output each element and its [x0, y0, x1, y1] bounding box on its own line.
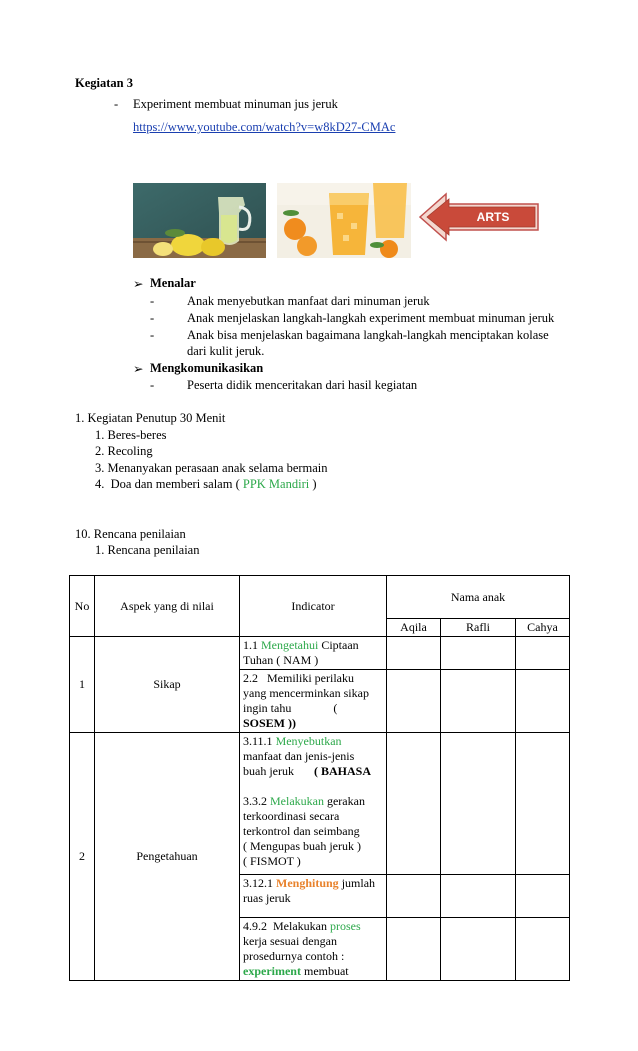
row-aspek: Sikap — [95, 637, 240, 733]
name-aqila: Aqila — [387, 619, 441, 637]
experiment-dash: - — [114, 97, 119, 111]
indicator-line — [243, 876, 383, 891]
name-rafli: Rafli — [441, 619, 516, 637]
name-cahya: Cahya — [516, 619, 570, 637]
dash: - — [150, 328, 155, 342]
indicator-cell — [240, 918, 387, 981]
menalar-item: Anak bisa menjelaskan bagaimana langkah-langkah menciptakan kolase — [187, 328, 549, 342]
indicator-text: Ciptaan — [318, 638, 359, 652]
score-cell[interactable] — [387, 637, 441, 670]
indicator-line: kerja sesuai dengan — [243, 934, 337, 948]
penutup-title: 1. Kegiatan Penutup 30 Menit — [75, 411, 226, 425]
arts-arrow — [418, 192, 540, 242]
indicator-line: ( FISMOT ) — [243, 854, 301, 868]
penutup-item: 2. Recoling — [95, 444, 153, 458]
orange-juice-glasses-image — [277, 183, 411, 258]
experiment-title: Experiment membuat minuman jus jeruk — [133, 97, 338, 111]
score-cell[interactable] — [516, 918, 570, 981]
menalar-bullet-icon: ➢ — [133, 277, 144, 291]
score-cell[interactable] — [441, 670, 516, 733]
score-cell[interactable] — [516, 670, 570, 733]
indicator-verb: Melakukan — [270, 794, 324, 808]
score-cell[interactable] — [441, 733, 516, 875]
indicator-cell — [240, 733, 387, 875]
score-cell[interactable] — [516, 733, 570, 875]
indicator-line — [243, 734, 383, 749]
penutup-item: 1. Beres-beres — [95, 428, 167, 442]
dash: - — [150, 378, 155, 392]
indicator-line: yang mencerminkan sikap — [243, 686, 369, 700]
score-cell[interactable] — [387, 918, 441, 981]
indicator-text: membuat — [300, 964, 349, 978]
indicator-text: gerakan — [323, 794, 365, 808]
penutup-item4-prefix: 4. Doa dan memberi salam ( — [95, 477, 243, 491]
row-no: 2 — [70, 733, 95, 981]
indicator-line — [243, 964, 383, 979]
pitcher-illustration — [133, 183, 266, 258]
youtube-link[interactable]: https://www.youtube.com/watch?v=w8kD27-CMAc — [133, 120, 396, 134]
score-cell[interactable] — [441, 637, 516, 670]
indicator-verb: Menyebutkan — [275, 734, 342, 748]
indicator-line — [243, 794, 383, 809]
menalar-item: Anak menjelaskan langkah-langkah experiment membuat minuman jeruk — [187, 311, 555, 325]
indicator-line: ( Mengupas buah jeruk ) — [243, 839, 361, 853]
mengkomunikasikan-bullet-icon: ➢ — [133, 362, 144, 376]
indicator-line — [243, 919, 383, 934]
score-cell[interactable] — [387, 733, 441, 875]
menalar-item: Anak menyebutkan manfaat dari minuman jeruk — [187, 294, 430, 308]
spacer — [243, 779, 383, 794]
table-row — [70, 637, 570, 670]
table-row — [70, 733, 570, 875]
arts-label: ARTS — [476, 210, 510, 224]
row-aspek: Pengetahuan — [95, 733, 240, 981]
menalar-title: Menalar — [150, 276, 196, 290]
indicator-code: 3.12.1 — [243, 876, 276, 890]
penutup-item: 3. Menanyakan perasaan anak selama bermain — [95, 461, 328, 475]
indicator-line: ingin tahu ( — [243, 701, 338, 715]
header-aspek: Aspek yang di nilai — [95, 576, 240, 637]
indicator-cell — [240, 875, 387, 918]
indicator-line: Tuhan ( NAM ) — [243, 653, 319, 667]
dash: - — [150, 294, 155, 308]
mengkomunikasikan-item: Peserta didik menceritakan dari hasil kegiatan — [187, 378, 418, 392]
lemon-juice-pitcher-image — [133, 183, 266, 258]
indicator-line: SOSEM )) — [243, 716, 297, 730]
mengkomunikasikan-title: Mengkomunikasikan — [150, 361, 264, 375]
dash: - — [150, 311, 155, 325]
indicator-line: prosedurnya contoh : — [243, 949, 345, 963]
header-no: No — [70, 576, 95, 637]
indicator-verb: proses — [329, 919, 361, 933]
indicator-verb: Menghitung — [276, 876, 339, 890]
indicator-text: jumlah — [338, 876, 376, 890]
indicator-line: terkontrol dan seimbang — [243, 824, 360, 838]
indicator-code: 1.1 — [243, 638, 261, 652]
ppk-mandiri-label: PPK Mandiri — [242, 477, 310, 491]
indicator-line — [243, 764, 383, 779]
indicator-line: ruas jeruk — [243, 891, 291, 905]
row-no: 1 — [70, 637, 95, 733]
header-nama-anak: Nama anak — [387, 576, 570, 619]
indicator-line: manfaat dan jenis-jenis — [243, 749, 355, 763]
indicator-code: 3.11.1 — [243, 734, 276, 748]
indicator-line — [243, 638, 383, 653]
score-cell[interactable] — [441, 918, 516, 981]
score-cell[interactable] — [387, 875, 441, 918]
table-header-row — [70, 576, 570, 619]
indicator-code: 3.3.2 — [243, 794, 270, 808]
indicator-cell — [240, 637, 387, 670]
indicator-line: 2.2 Memiliki perilaku — [243, 671, 354, 685]
penutup-item-4 — [95, 477, 317, 492]
indicator-line: terkoordinasi secara — [243, 809, 340, 823]
penutup-item4-suffix: ) — [309, 477, 317, 491]
score-cell[interactable] — [516, 875, 570, 918]
indicator-keyword: experiment — [243, 964, 301, 978]
orange-juice-illustration — [277, 183, 411, 258]
score-cell[interactable] — [441, 875, 516, 918]
indicator-tag: ( BAHASA — [313, 764, 371, 778]
activity-heading: Kegiatan 3 — [75, 76, 133, 90]
indicator-verb: Mengetahui — [261, 638, 319, 652]
indicator-cell — [240, 670, 387, 733]
indicator-code: 4.9.2 Melakukan — [243, 919, 330, 933]
menalar-item: dari kulit jeruk. — [187, 344, 265, 358]
rencana-subtitle: 1. Rencana penilaian — [95, 543, 200, 557]
rencana-title: 10. Rencana penilaian — [75, 527, 186, 541]
assessment-table — [69, 575, 570, 981]
indicator-text: buah jeruk — [243, 764, 294, 778]
score-cell[interactable] — [516, 637, 570, 670]
score-cell[interactable] — [387, 670, 441, 733]
header-indicator: Indicator — [240, 576, 387, 637]
